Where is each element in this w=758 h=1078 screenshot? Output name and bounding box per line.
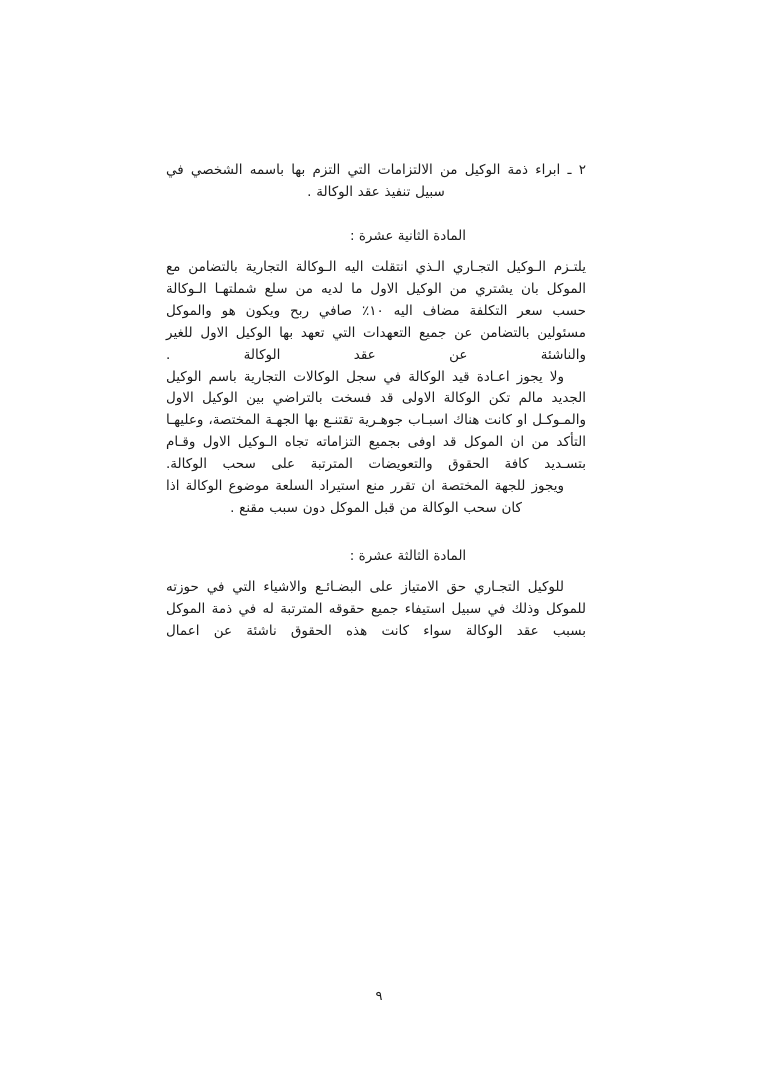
article-12-heading-text: المادة الثانية عشرة : bbox=[349, 227, 467, 244]
article-12-paragraph-1 bbox=[166, 257, 586, 366]
article-12-paragraph-2-text: ولا يجوز اعـادة قيد الوكالة في سجل الوكالات التجارية باسم الوكيل الجديد مالم تكن الوكالة الاولى قد فسخت بالتراضي بين الوكيل الاول والمـوكـل او كانت هناك اسبـاب جوهـرية تقتنـع بها الجهـة المختصة، وعليهـا التأكد من ان الموكل قد اوفى بجميع التزاماته تجاه الـوكيل الاول وقـام بتسـديد كافة الحقوق والتعويضات المترتبة على سحب الوكالة. bbox=[166, 368, 586, 473]
spacer bbox=[166, 204, 586, 226]
article-12-paragraph-3-text: ويجوز للجهة المختصة ان تقرر منع استيراد السلعة موضوع الوكالة اذا كان سحب الوكالة من قبل الموكل دون سبب مقنع . bbox=[166, 477, 564, 516]
page-number: ٩ bbox=[375, 989, 383, 1004]
article-13-heading-text: المادة الثالثة عشرة : bbox=[349, 547, 467, 564]
article-13-paragraph-1-text: للوكيل التجـاري حق الامتياز على البضـائـع والاشياء التي في حوزته للموكل وذلك في سبيل استيفاء جميع حقوقه المترتبة له في ذمة الموكل بسبب عقد الوكالة سواء كانت هذه الحقوق ناشئة عن اعمال bbox=[166, 579, 586, 639]
document-body bbox=[166, 160, 586, 643]
spacer bbox=[166, 247, 586, 257]
article-13-heading bbox=[166, 546, 586, 568]
article-12-heading bbox=[166, 226, 586, 248]
article-13-paragraph-1 bbox=[166, 577, 586, 643]
spacer bbox=[166, 520, 586, 546]
numbered-item-2-text: ٢ ـ ابراء ذمة الوكيل من الالتزامات التي التزم بها باسمه الشخصي في سبيل تنفيذ عقد الوكالة . bbox=[166, 162, 586, 200]
article-12-paragraph-3 bbox=[166, 476, 586, 520]
numbered-item-2 bbox=[166, 160, 586, 204]
article-12-paragraph-2 bbox=[166, 367, 586, 476]
article-12-paragraph-1-text: يلتـزم الـوكيل التجـاري الـذي انتقلت اليه الـوكالة التجارية بالتضامن مع الموكل بان يشتري من الوكيل الاول ما لديه من سلع شملتهـا الـوكالة حسب سعر التكلفة مضاف اليه ١٠٪ صافي ربح ويكون هو والموكل مسئولين بالتضامن عن جميع التعهدات التي تعهد بها الوكيل الاول للغير والناشئة عن عقد الوكالة . bbox=[166, 259, 586, 363]
spacer bbox=[166, 567, 586, 577]
